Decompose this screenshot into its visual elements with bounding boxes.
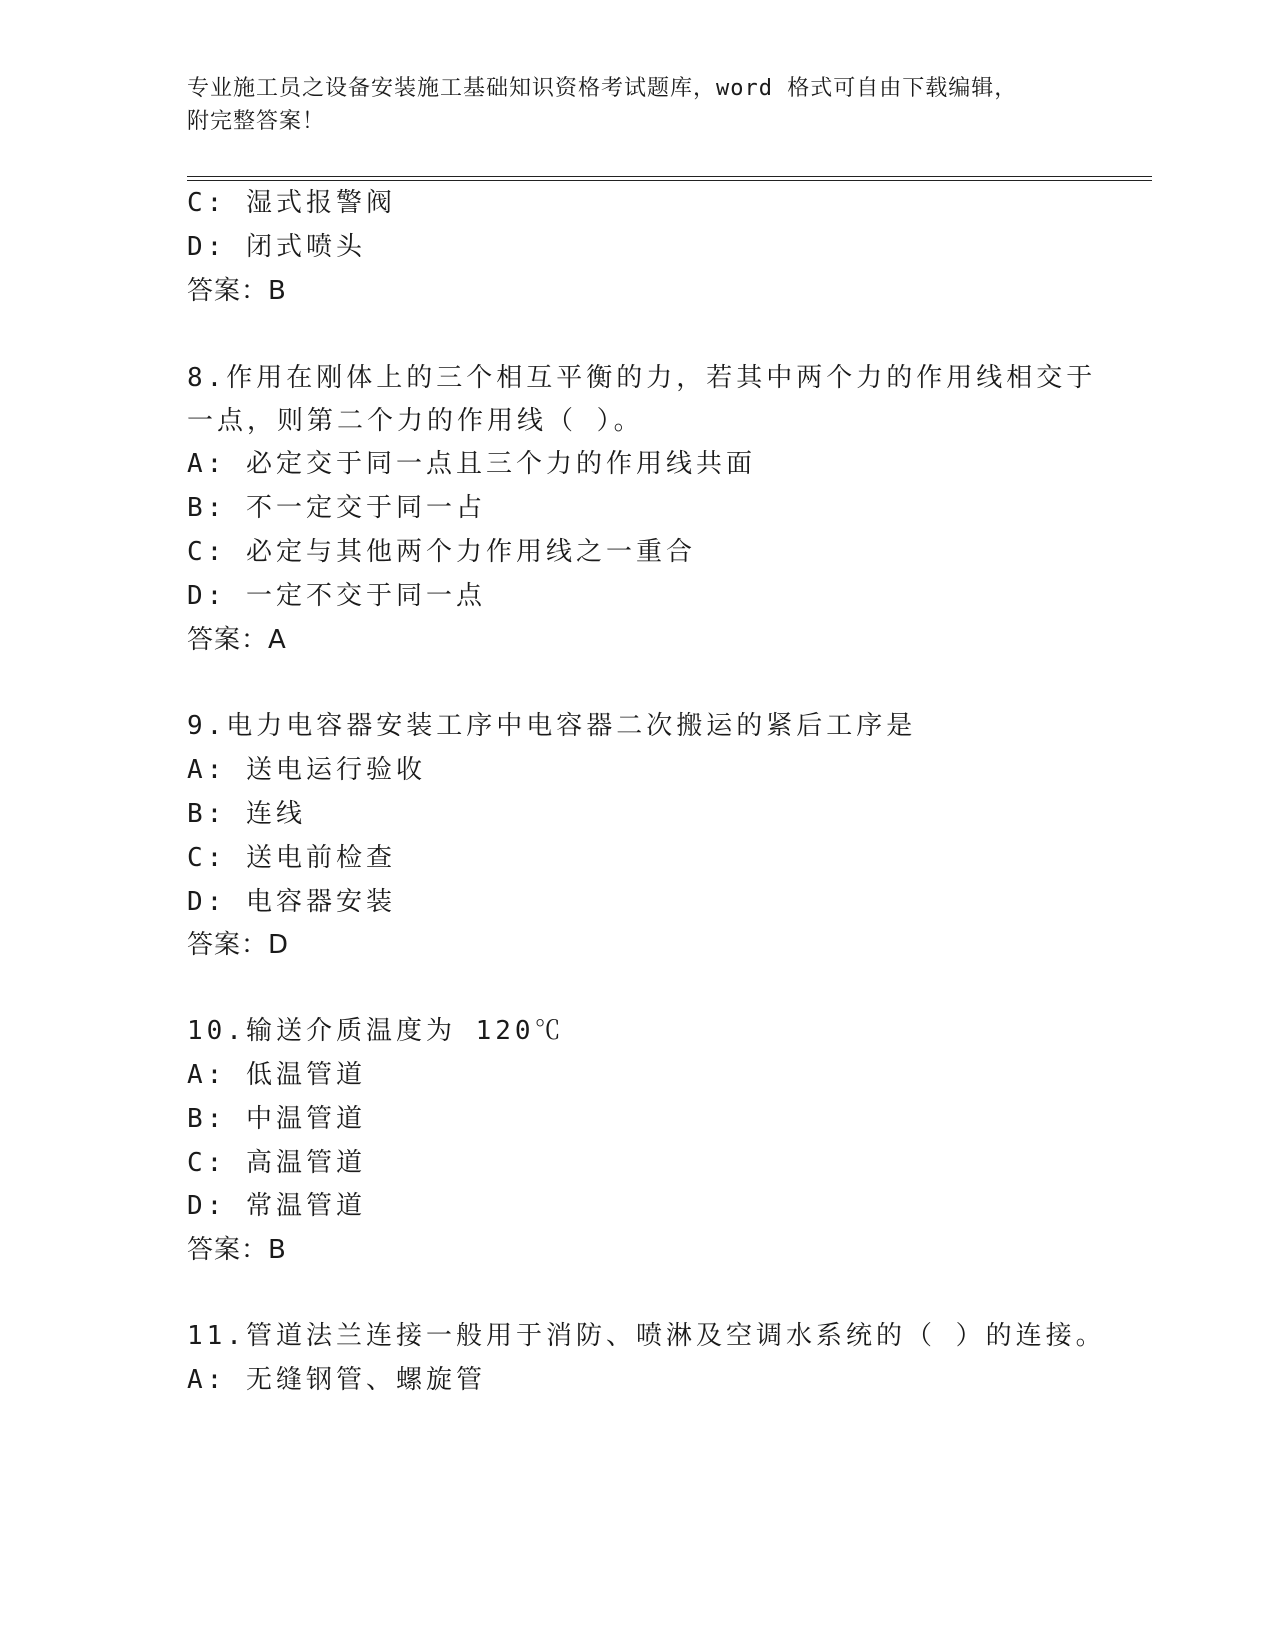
q7-option-d: D: 闭式喷头 <box>187 232 366 262</box>
q10-option-b: B: 中温管道 <box>187 1104 366 1134</box>
q8-stem-line-1: 8.作用在刚体上的三个相互平衡的力，若其中两个力的作用线相交于 <box>187 363 1097 393</box>
q7-answer: 答案：B <box>187 276 287 306</box>
q9-option-b: B: 连线 <box>187 799 306 829</box>
document-header <box>187 72 1087 138</box>
q9-option-c: C: 送电前检查 <box>187 843 396 873</box>
q9-answer: 答案：D <box>187 930 290 960</box>
q11-option-a: A: 无缝钢管、螺旋管 <box>187 1365 486 1395</box>
q10-stem-line-1: 10.输送介质温度为 120℃ <box>187 1016 565 1046</box>
q11-stem-line-1: 11.管道法兰连接一般用于消防、喷淋及空调水系统的（ ）的连接。 <box>187 1321 1106 1351</box>
q9-option-a: A: 送电运行验收 <box>187 755 426 785</box>
q9-option-d: D: 电容器安装 <box>187 887 396 917</box>
q10-option-c: C: 高温管道 <box>187 1148 366 1178</box>
q8-option-b: B: 不一定交于同一占 <box>187 493 486 523</box>
q7-option-c: C: 湿式报警阀 <box>187 188 396 218</box>
q8-answer: 答案：A <box>187 625 287 655</box>
q9-stem-line-1: 9.电力电容器安装工序中电容器二次搬运的紧后工序是 <box>187 711 917 741</box>
header-divider <box>187 176 1152 181</box>
q8-option-c: C: 必定与其他两个力作用线之一重合 <box>187 537 696 567</box>
q10-answer: 答案：B <box>187 1235 287 1265</box>
header-line-1: 专业施工员之设备安装施工基础知识资格考试题库，word 格式可自由下载编辑， <box>187 76 1018 101</box>
q10-option-d: D: 常温管道 <box>187 1191 366 1221</box>
header-line-2: 附完整答案！ <box>187 109 326 134</box>
q8-stem-line-2: 一点，则第二个力的作用线（ ）。 <box>187 406 644 436</box>
q8-option-d: D: 一定不交于同一点 <box>187 581 486 611</box>
q8-option-a: A: 必定交于同一点且三个力的作用线共面 <box>187 449 756 479</box>
q10-option-a: A: 低温管道 <box>187 1060 366 1090</box>
